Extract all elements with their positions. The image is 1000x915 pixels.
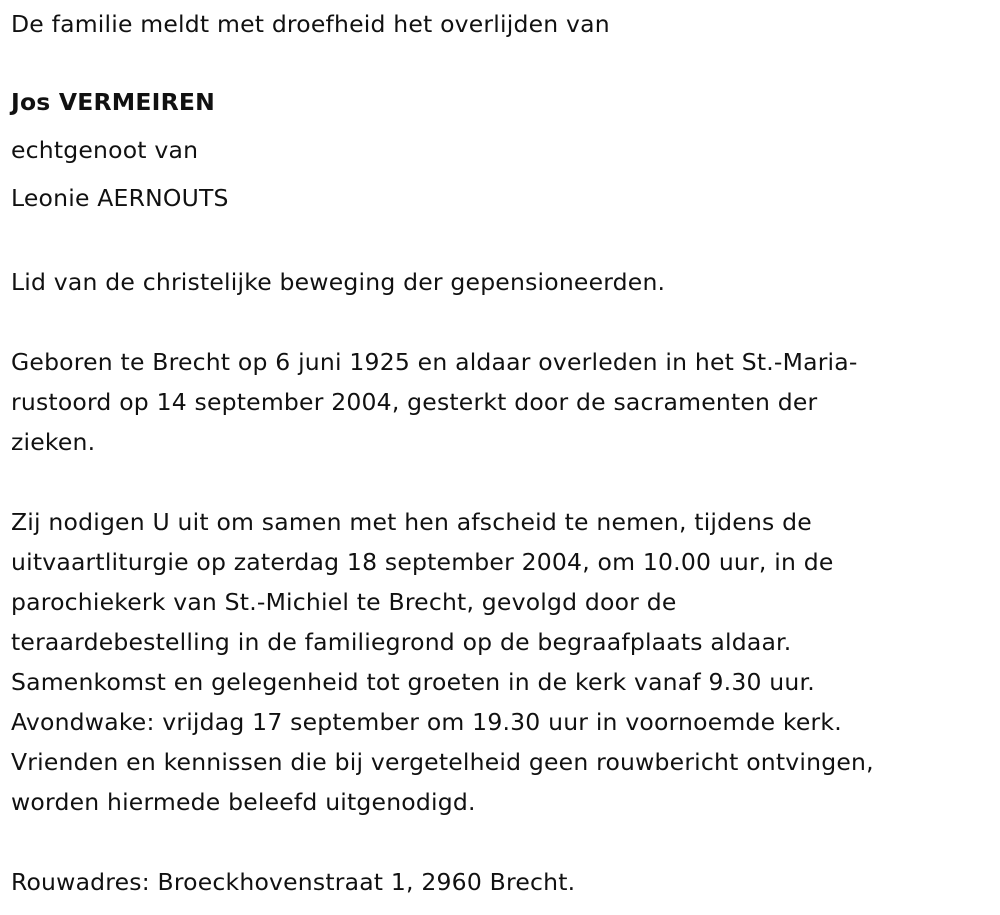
paragraph-line: uitvaartliturgie op zaterdag 18 september 2004, om 10.00 uur, in de [11, 548, 834, 576]
relation-text: echtgenoot van [11, 136, 199, 164]
paragraph-line: Zij nodigen U uit om samen met hen afscheid te nemen, tijdens de [11, 508, 812, 536]
paragraph-line: teraardebestelling in de familiegrond op de begraafplaats aldaar. [11, 628, 792, 656]
paragraph-line: Samenkomst en gelegenheid tot groeten in de kerk vanaf 9.30 uur. [11, 668, 815, 696]
mourning-address: Rouwadres: Broeckhovenstraat 1, 2960 Brecht. [11, 868, 576, 896]
paragraph-line: Geboren te Brecht op 6 juni 1925 en aldaar overleden in het St.-Maria- [11, 348, 858, 376]
membership-text: Lid van de christelijke beweging der gepensioneerden. [11, 268, 666, 296]
paragraph-line: rustoord op 14 september 2004, gesterkt door de sacramenten der [11, 388, 818, 416]
paragraph-line: worden hiermede beleefd uitgenodigd. [11, 788, 476, 816]
invitation-paragraph [11, 502, 996, 822]
deceased-name: Jos VERMEIREN [11, 88, 215, 116]
paragraph-line: zieken. [11, 428, 96, 456]
birth-death-paragraph [11, 342, 996, 462]
paragraph-line: Vrienden en kennissen die bij vergetelheid geen rouwbericht ontvingen, [11, 748, 874, 776]
paragraph-line: Avondwake: vrijdag 17 september om 19.30 uur in voornoemde kerk. [11, 708, 842, 736]
intro-text: De familie meldt met droefheid het overlijden van [11, 10, 610, 38]
spouse-name: Leonie AERNOUTS [11, 184, 229, 212]
paragraph-line: parochiekerk van St.-Michiel te Brecht, gevolgd door de [11, 588, 677, 616]
death-notice [11, 0, 996, 902]
